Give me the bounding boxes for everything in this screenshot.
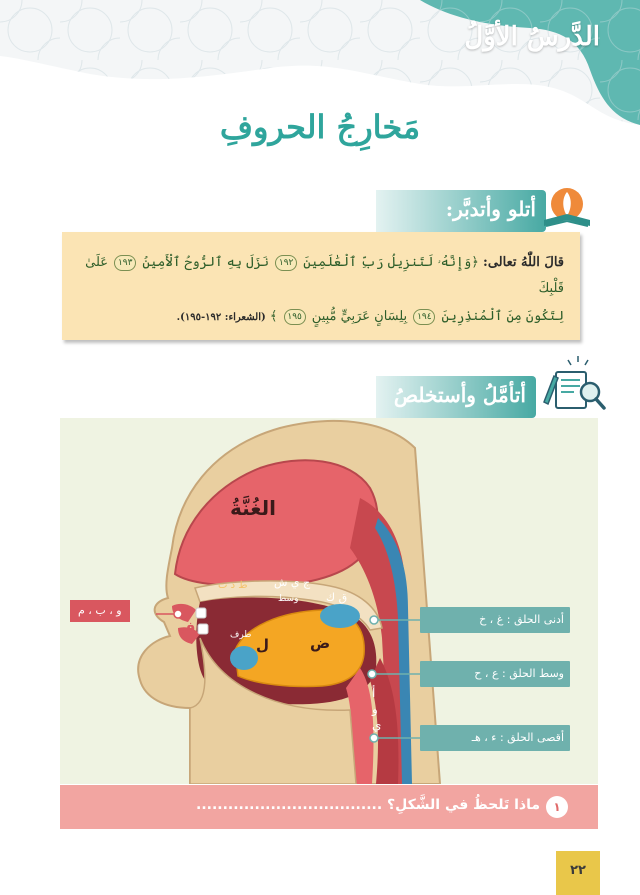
verse-reference: (الشعراء: ١٩٢-١٩٥). [176, 312, 266, 323]
throat-label-upper: أقصى الحلق : ء ، هـ [420, 725, 570, 751]
question-bar [60, 785, 598, 829]
back-tongue-letters: ق ك [326, 591, 348, 604]
throat-letter-c: ي [372, 718, 382, 732]
verse-line-2 [78, 302, 564, 333]
throat-label-middle: وسط الحلق : ع ، ح [420, 661, 570, 687]
verse-text: لِتَكُونَ مِنَ ٱلْمُنذِرِينَ [441, 309, 564, 324]
verse-box [62, 232, 580, 340]
articulation-diagram [60, 418, 598, 784]
page-title: مَخارِجُ الحروفِ [219, 108, 421, 146]
section-label-recite: أتلو وأتدبَّر: [445, 197, 536, 221]
quran-book-icon [540, 186, 594, 232]
page-number: ٢٢ [556, 851, 600, 895]
palate-letters: ج ي ش [274, 576, 311, 589]
throat-letter-b: و [372, 702, 378, 716]
lam-letter: ل [256, 636, 270, 654]
section-label-reflect: أتأمَّلُ وأستخلصُ [393, 383, 526, 407]
tongue-edge-label: طرف [230, 630, 252, 640]
lesson-number: الدَّرسُ الأوَّلُ [464, 22, 600, 52]
lips-label-box: و ، ب ، م [70, 600, 130, 622]
tip-letters: ط د ت [218, 580, 248, 591]
dad-letter: ض [310, 634, 331, 652]
question-number: ١ [546, 796, 568, 818]
verse-text: عَلَىٰ قَلْبِكَ [85, 255, 564, 296]
tongue-mid-label: وسط [278, 594, 299, 604]
question-text: ماذا تَلحظُ في الشَّكلِ؟ ................................... [196, 797, 540, 813]
magnifier-document-icon [540, 352, 610, 414]
verse-line-1 [78, 250, 564, 302]
ayah-number: ١٩٢ [275, 255, 297, 271]
nasal-label: الغُنَّةُ [230, 496, 276, 520]
ayah-number: ١٩٤ [413, 309, 435, 325]
ayah-number: ١٩٥ [284, 309, 306, 325]
verse-intro: قالَ اللّٰهُ تعالى: [483, 255, 564, 270]
throat-letter-a: أ [372, 686, 376, 700]
verse-text: بِلِسَانٍ عَرَبِيٍّ مُّبِينٍ [311, 309, 408, 324]
section-header-reflect [376, 376, 536, 418]
throat-label-lower: أدنى الحلق : غ ، خ [420, 607, 570, 633]
lip-letter-fa: ف [178, 618, 196, 636]
verse-text: نَزَلَ بِهِ ٱلرُّوحُ ٱلْأَمِينُ [142, 255, 269, 270]
verse-text: ﴿وَإِنَّهُۥ لَتَنزِيلُ رَبِّ ٱلْعَٰلَمِينَ [303, 255, 479, 270]
verse-close: ﴾ [269, 309, 278, 324]
section-header-recite [376, 190, 546, 232]
ayah-number: ١٩٣ [114, 255, 136, 271]
